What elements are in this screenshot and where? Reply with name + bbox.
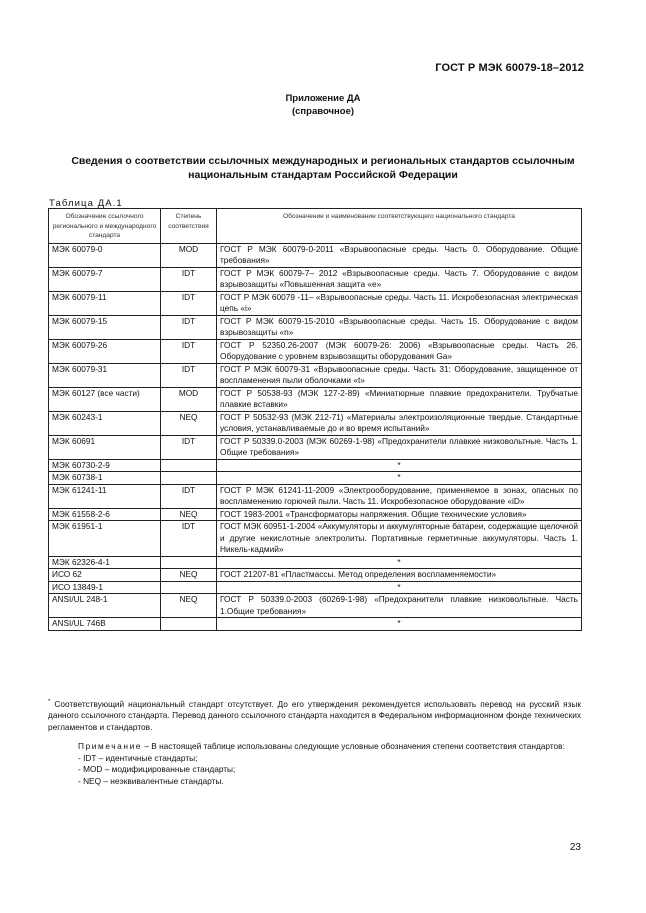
degree-cell: IDT xyxy=(161,267,217,291)
degree-cell: NEQ xyxy=(161,508,217,521)
degree-cell: IDT xyxy=(161,484,217,508)
table-row xyxy=(49,594,582,618)
table-row xyxy=(49,363,582,387)
table-row xyxy=(49,581,582,594)
standards-table xyxy=(48,208,582,631)
table-caption: Таблица ДА.1 xyxy=(49,198,123,209)
national-standard-cell: ГОСТ Р МЭК 60079-7– 2012 «Взрывоопасные среды. Часть 7. Оборудование с видом взрывозащиты «Повышенная защита «е» xyxy=(217,267,582,291)
degree-cell: NEQ xyxy=(161,594,217,618)
degree-cell: NEQ xyxy=(161,411,217,435)
reference-cell: ANSI/UL 248-1 xyxy=(49,594,161,618)
reference-cell: МЭК 60079-11 xyxy=(49,291,161,315)
column-header-national-standard: Обозначение и наименование соответствующего национального стандарта xyxy=(217,209,582,244)
note xyxy=(48,741,581,787)
reference-cell: МЭК 60079-15 xyxy=(49,315,161,339)
reference-cell: ИСО 13849-1 xyxy=(49,581,161,594)
section-title: Сведения о соответствии ссылочных международных и региональных стандартов ссылочным национальным стандартам Российской Федерации xyxy=(71,155,575,181)
reference-cell: МЭК 61241-11 xyxy=(49,484,161,508)
degree-cell: MOD xyxy=(161,387,217,411)
table-row xyxy=(49,508,582,521)
degree-cell: IDT xyxy=(161,315,217,339)
reference-cell: МЭК 60079-0 xyxy=(49,243,161,267)
national-standard-cell: ГОСТ Р 50532-93 (МЭК 212-71) «Материалы электроизоляционные твердые. Стандартные условия, устанавливаемые до и во время испытаний» xyxy=(217,411,582,435)
national-standard-cell: ГОСТ 1983-2001 «Трансформаторы напряжения. Общие технические условия» xyxy=(217,508,582,521)
reference-cell: МЭК 60691 xyxy=(49,435,161,459)
annex-subtitle: (справочное) xyxy=(291,106,355,117)
table-row xyxy=(49,291,582,315)
table-header-row xyxy=(49,209,582,244)
note-label: Примечание xyxy=(78,741,143,751)
degree-cell: IDT xyxy=(161,291,217,315)
degree-cell: IDT xyxy=(161,339,217,363)
degree-cell xyxy=(161,472,217,485)
reference-cell: МЭК 60730-2-9 xyxy=(49,459,161,472)
note-list xyxy=(48,753,581,788)
footnote-text: Соответствующий национальный стандарт отсутствует. До его утверждения рекомендуется использовать перевод на русский язык данного ссылочного стандарта. Перевод данного ссылочного стандарта находится в Федеральном информационном фонде технических регламентов и стандартов. xyxy=(48,698,581,732)
national-standard-cell: * xyxy=(217,618,582,631)
national-standard-cell: * xyxy=(217,581,582,594)
page-number: 23 xyxy=(569,842,581,853)
table-row xyxy=(49,435,582,459)
table-row xyxy=(49,618,582,631)
national-standard-cell: ГОСТ Р МЭК 60079-31 «Взрывоопасные среды. Часть 31: Оборудование, защищенное от воспламенения пыли оболочками «t» xyxy=(217,363,582,387)
degree-cell xyxy=(161,459,217,472)
reference-cell: МЭК 62326-4-1 xyxy=(49,556,161,569)
document-code: ГОСТ Р МЭК 60079-18–2012 xyxy=(435,62,584,74)
reference-cell: МЭК 60079-26 xyxy=(49,339,161,363)
table-row xyxy=(49,484,582,508)
table-row xyxy=(49,556,582,569)
table-row xyxy=(49,472,582,485)
table-row xyxy=(49,243,582,267)
footnote xyxy=(48,697,581,733)
reference-cell: МЭК 61558-2-6 xyxy=(49,508,161,521)
national-standard-cell: ГОСТ Р МЭК 61241-11-2009 «Электрооборудование, применяемое в зонах, опасных по воспламенению горючей пыли. Часть 11. Искробезопасное оборудование «iD» xyxy=(217,484,582,508)
national-standard-cell: * xyxy=(217,459,582,472)
annex-heading xyxy=(0,92,646,118)
degree-cell: IDT xyxy=(161,363,217,387)
national-standard-cell: ГОСТ Р 50339.0-2003 (60269-1-98) «Предохранители плавкие низковольтные. Часть 1.Общие требования» xyxy=(217,594,582,618)
national-standard-cell: ГОСТ Р МЭК 60079-15-2010 «Взрывоопасные среды. Часть 15. Оборудование с видом взрывозащиты «n» xyxy=(217,315,582,339)
reference-cell: МЭК 60079-7 xyxy=(49,267,161,291)
degree-cell xyxy=(161,556,217,569)
degree-cell xyxy=(161,581,217,594)
national-standard-cell: ГОСТ МЭК 60951-1-2004 «Аккумуляторы и аккумуляторные батареи, содержащие щелочной и другие некислотные электролиты. Портативные герметичные аккумуляторы. Часть 1. Никель-кадмий» xyxy=(217,521,582,557)
note-item: - MOD – модифицированные стандарты; xyxy=(78,764,236,774)
table-body xyxy=(49,243,582,630)
column-header-reference: Обозначение ссылочного регионального и международного стандарта xyxy=(49,209,161,244)
footnote-mark: * xyxy=(48,699,51,705)
reference-cell: МЭК 60738-1 xyxy=(49,472,161,485)
table-row xyxy=(49,411,582,435)
national-standard-cell: ГОСТ Р 50538-93 (МЭК 127-2-89) «Миниатюрные плавкие предохранители. Трубчатые плавкие вставки» xyxy=(217,387,582,411)
reference-cell: МЭК 60079-31 xyxy=(49,363,161,387)
degree-cell: IDT xyxy=(161,521,217,557)
reference-cell: ИСО 62 xyxy=(49,569,161,582)
note-paragraph xyxy=(48,741,581,753)
national-standard-cell: * xyxy=(217,556,582,569)
national-standard-cell: ГОСТ Р 52350.26-2007 (МЭК 60079-26: 2006) «Взрывоопасные среды. Часть 26. Оборудование с уровнем взрывозащиты оборудования Ga» xyxy=(217,339,582,363)
reference-cell: МЭК 60127 (все части) xyxy=(49,387,161,411)
table-row xyxy=(49,315,582,339)
degree-cell xyxy=(161,618,217,631)
degree-cell: MOD xyxy=(161,243,217,267)
table-row xyxy=(49,267,582,291)
table-row xyxy=(49,339,582,363)
national-standard-cell: ГОСТ Р МЭК 60079 -11– «Взрывоопасные среды. Часть 11. Искробезопасная электрическая цепь «i» xyxy=(217,291,582,315)
column-header-degree: Степень соответствия xyxy=(161,209,217,244)
degree-cell: NEQ xyxy=(161,569,217,582)
national-standard-cell: ГОСТ Р 50339.0-2003 (МЭК 60269-1-98) «Предохранители плавкие низковольтные. Часть 1. Общие требования» xyxy=(217,435,582,459)
degree-cell: IDT xyxy=(161,435,217,459)
reference-cell: ANSI/UL 746B xyxy=(49,618,161,631)
reference-cell: МЭК 60243-1 xyxy=(49,411,161,435)
note-item: - NEQ – неэквивалентные стандарты. xyxy=(78,775,224,786)
table-row xyxy=(49,387,582,411)
note-item: - IDT – идентичные стандарты; xyxy=(78,752,198,763)
national-standard-cell: ГОСТ Р МЭК 60079-0-2011 «Взрывоопасные среды. Часть 0. Оборудование. Общие требования» xyxy=(217,243,582,267)
national-standard-cell: * xyxy=(217,472,582,485)
table-row xyxy=(49,521,582,557)
national-standard-cell: ГОСТ 21207-81 «Пластмассы. Метод определения воспламеняемости» xyxy=(217,569,582,582)
table-row xyxy=(49,569,582,582)
annex-title: Приложение ДА xyxy=(285,93,361,104)
table-row xyxy=(49,459,582,472)
reference-cell: МЭК 61951-1 xyxy=(49,521,161,557)
note-text: – В настоящей таблице использованы следующие условные обозначения степени соответствия стандартов: xyxy=(144,741,565,751)
